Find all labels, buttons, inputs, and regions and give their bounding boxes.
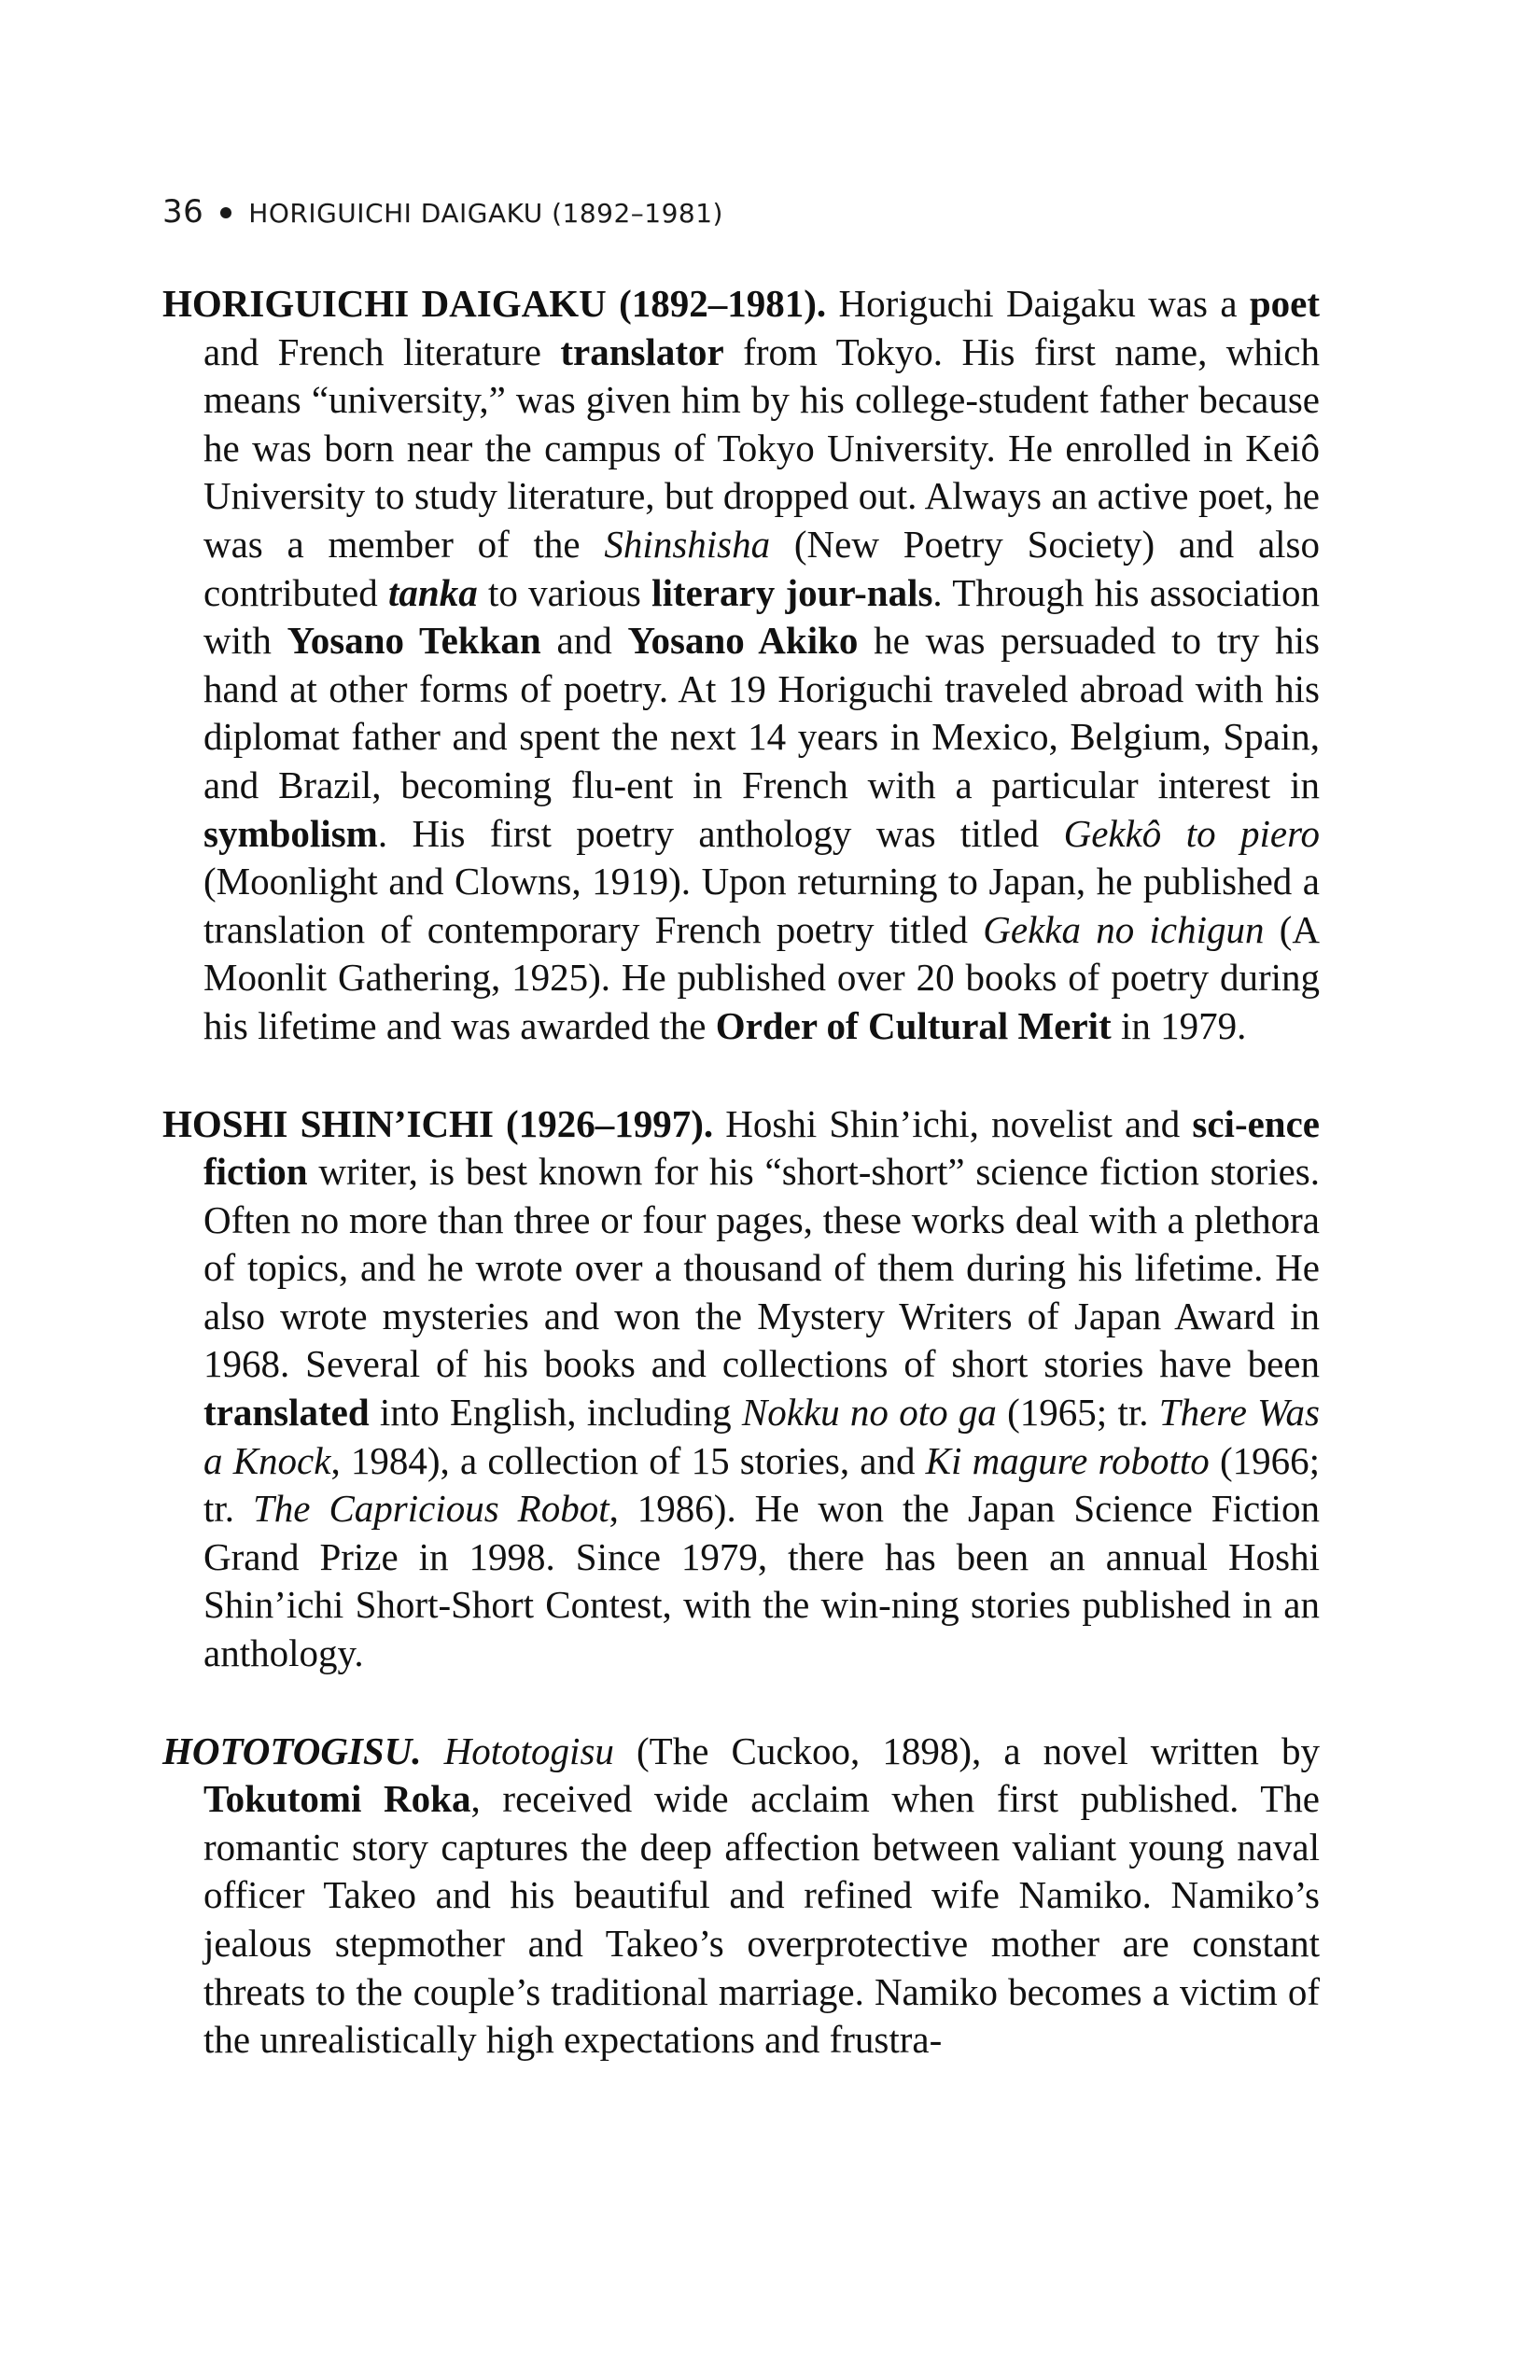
- entry-headword: HORIGUICHI DAIGAKU (1892–1981).: [162, 282, 827, 325]
- italic-title: Gekkô to piero: [1063, 811, 1321, 855]
- cross-reference: tanka: [388, 570, 478, 614]
- italic-title: The Capricious Robot: [253, 1487, 609, 1531]
- bullet-icon: [220, 207, 231, 218]
- italic-title: Nokku no oto ga: [741, 1391, 997, 1435]
- cross-reference: Yosano Akiko: [627, 619, 859, 663]
- cross-reference: Order of Cultural Merit: [715, 1003, 1112, 1047]
- cross-reference: translated: [203, 1391, 370, 1435]
- italic-title: There Was a Knock: [203, 1391, 1321, 1482]
- cross-reference: symbolism: [203, 811, 378, 855]
- entry-headword: HOSHI SHIN’ICHI (1926–1997).: [162, 1101, 714, 1145]
- entry-horiguichi-daigaku: HORIGUICHI DAIGAKU (1892–1981). Horiguchi Daigaku was a poet and French literature translator from Tokyo. His first name, which means “university,” was given him by his college-student father because he was born near the campus of Tokyo University. He enrolled in Keiô University to study literature, but dropped out. Always an active poet, he was a member of the Shinshisha (New Poetry Society) and also contributed tanka to various literary jour-nals. Through his association with Yosano Tekkan and Yosano Akiko he was persuaded to try his hand at other forms of poetry. At 19 Horiguchi traveled abroad with his diplomat father and spent the next 14 years in Mexico, Belgium, Spain, and Brazil, becoming flu-ent in French with a particular interest in symbolism. His first poetry anthology was titled Gekkô to piero (Moonlight and Clowns, 1919). Upon returning to Japan, he published a translation of contemporary French poetry titled Gekka no ichigun (A Moonlit Gathering, 1925). He published over 20 books of poetry during his lifetime and was awarded the Order of Cultural Merit in 1979.: [162, 282, 1321, 1047]
- italic-title: Shinshisha: [604, 522, 771, 566]
- entry-hoshi-shinichi: HOSHI SHIN’ICHI (1926–1997). Hoshi Shin’ichi, novelist and sci-ence fiction writer, is best known for his “short-short” science fiction stories. Often no more than three or four pages, these works deal with a plethora of topics, and he wrote over a thousand of them during his lifetime. He also wrote mysteries and won the Mystery Writers of Japan Award in 1968. Several of his books and collections of short stories have been translated into English, including Nokku no oto ga (1965; tr. There Was a Knock, 1984), a collection of 15 stories, and Ki magure robotto (1966; tr. The Capricious Robot, 1986). He won the Japan Science Fiction Grand Prize in 1998. Since 1979, there has been an annual Hoshi Shin’ichi Short-Short Contest, with the win-ning stories published in an anthology.: [162, 1101, 1321, 1675]
- entry-hototogisu: HOTOTOGISU. Hototogisu (The Cuckoo, 1898), a novel written by Tokutomi Roka, received wide acclaim when first published. The romantic story captures the deep affection between valiant young naval officer Takeo and his beautiful and refined wife Namiko. Namiko’s jealous stepmother and Takeo’s overprotective mother are constant threats to the couple’s traditional marriage. Namiko becomes a victim of the unrealistically high expectations and frustra-: [162, 1729, 1321, 2062]
- cross-reference: translator: [560, 329, 724, 373]
- italic-title: Ki magure robotto: [925, 1438, 1210, 1482]
- italic-title: Gekka no ichigun: [983, 907, 1265, 951]
- cross-reference: Yosano Tekkan: [287, 619, 541, 663]
- entry-headword: HOTOTOGISU.: [162, 1729, 422, 1772]
- cross-reference: sci-ence fiction: [203, 1101, 1320, 1194]
- cross-reference: Tokutomi Roka: [203, 1777, 471, 1821]
- cross-reference: literary jour-nals: [651, 570, 933, 614]
- italic-title: Hototogisu: [443, 1729, 614, 1772]
- page-number: 36: [162, 193, 204, 231]
- cross-reference: poet: [1249, 282, 1320, 325]
- running-head: [162, 193, 723, 231]
- dictionary-entries: [162, 280, 1320, 2114]
- running-head-title: HORIGUICHI DAIGAKU (1892–1981): [248, 198, 723, 229]
